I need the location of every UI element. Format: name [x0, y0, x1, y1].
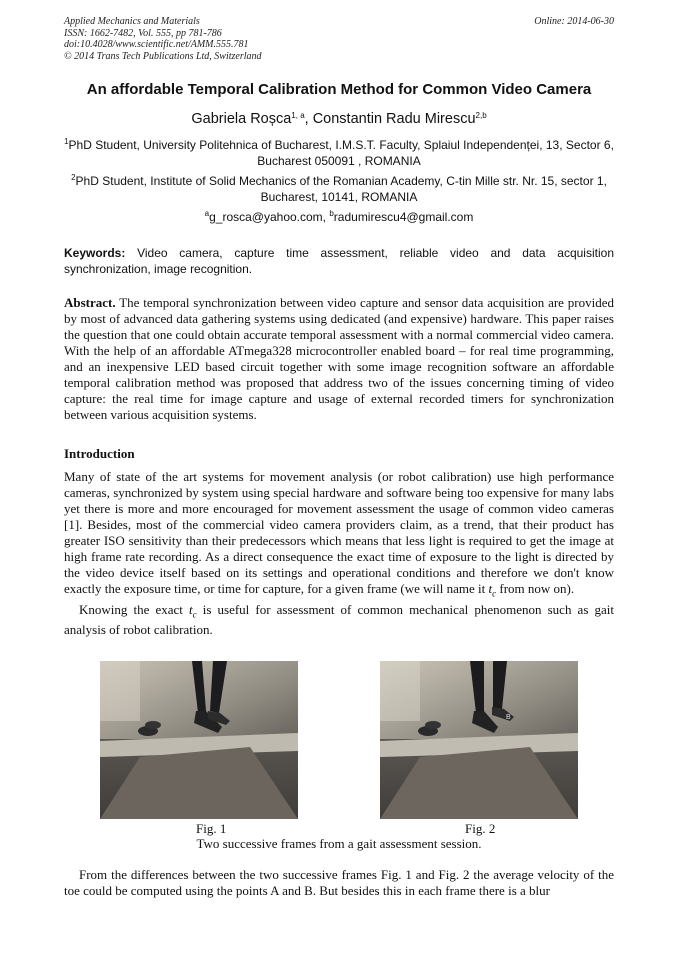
doi-line[interactable]: doi:10.4028/www.scientific.net/AMM.555.781 — [64, 39, 249, 50]
affiliation-1-mark: 1 — [64, 137, 69, 146]
abstract-label: Abstract. — [64, 295, 116, 310]
abstract-block — [64, 295, 614, 423]
keywords-block — [64, 245, 614, 277]
point-b-marker: B — [506, 714, 511, 721]
email-a[interactable]: g_rosca@yahoo.com, — [209, 210, 330, 224]
closing-paragraph: From the differences between the two successive frames Fig. 1 and Fig. 2 the average velocity of the toe could be computed using the points A and B. But besides this in each frame there is a blur — [64, 867, 614, 898]
tc-variable: $t_c$ — [189, 601, 197, 620]
introduction-heading: Introduction — [64, 446, 135, 461]
author-emails — [60, 209, 618, 225]
author-1-affiliation-mark: 1, a — [291, 111, 305, 120]
author-line — [30, 111, 648, 127]
affiliation-1 — [60, 137, 618, 169]
copyright-line: © 2014 Trans Tech Publications Ltd, Switzerland — [64, 50, 262, 62]
intro-paragraph-1: Many of state of the art systems for movement analysis (or robot calibration) use high performance cameras, synchronized by system using special hardware and software being too expensive for many labs yet there is more and more encouraged for movement assessment the usage of common video cameras [1]. Besides, most of the commercial video camera providers claim, as a trend, that their product has greater ISO sensitivity than their predecessors which means that less light is required to get the image at high frame rate recording. As a direct consequence the exact time of exposure to the light is directed by the video device itself based on its settings and operational conditions and therefore we don't know exactly the exposure time, or time for capture, for a given frame (we will name it $t_c$ from now on). — [64, 469, 614, 599]
journal-name: Applied Mechanics and Materials — [64, 16, 200, 27]
issn-line: ISSN: 1662-7482, Vol. 555, pp 781-786 — [64, 27, 222, 39]
affiliation-1-text: PhD Student, University Politehnica of Bucharest, I.M.S.T. Faculty, Splaiul Independenței, 13, Sector 6, Bucharest 050091 , ROMANIA — [68, 138, 614, 168]
author-separator: , — [304, 111, 313, 127]
author-1: Gabriela Roșca — [191, 111, 292, 127]
email-b-mark: b — [329, 209, 334, 218]
figure-2-label: Fig. 2 — [465, 821, 496, 836]
keywords-text: Video camera, capture time assessment, reliable video and data acquisition synchronization, image recognition. — [64, 246, 614, 276]
figure-1-photo — [100, 661, 298, 819]
figure-2-photo — [380, 661, 578, 819]
keywords-label: Keywords: — [64, 246, 126, 260]
affiliation-2-mark: 2 — [71, 173, 76, 182]
introduction-body — [64, 469, 614, 638]
author-2-affiliation-mark: 2,b — [475, 111, 487, 120]
intro-paragraph-2: Knowing the exact $t_c$ is useful for assessment of common mechanical phenomenon such as gait analysis of robot calibration. — [64, 601, 614, 638]
email-b[interactable]: radumirescu4@gmail.com — [333, 210, 474, 224]
affiliation-2 — [60, 173, 618, 205]
journal-header — [64, 16, 614, 62]
email-a-mark: a — [204, 209, 210, 218]
tc-variable: $t_c$ — [488, 581, 497, 599]
author-2: Constantin Radu Mirescu — [312, 111, 476, 127]
paper-title: An affordable Temporal Calibration Method for Common Video Camera — [86, 81, 592, 98]
abstract-text: The temporal synchronization between video capture and sensor data acquisition are provided by most of advanced data gathering systems using dedicated (and expensive) hardware. This paper raises the question that one could obtain accurate temporal assessment with a normal commercial video camera. With the help of an affordable ATmega328 microcontroller enabled board – for real time programming, and an inexpensive LED based circuit together with some image recognition software an affordable temporal calibration method was proposed that address two of the issues concerning timing of video capture: the real time for image capture and usage of external recorded timers for synchronization between various acquisition systems. — [64, 295, 614, 422]
figure-caption: Two successive frames from a gait assessment session. — [196, 836, 482, 851]
figure-1-label: Fig. 1 — [196, 821, 227, 836]
affiliation-2-text: PhD Student, Institute of Solid Mechanics of the Romanian Academy, C-tin Mille str. Nr. 15, sector 1, Bucharest, 10141, ROMANIA — [75, 174, 607, 204]
online-date: Online: 2014-06-30 — [534, 16, 614, 27]
